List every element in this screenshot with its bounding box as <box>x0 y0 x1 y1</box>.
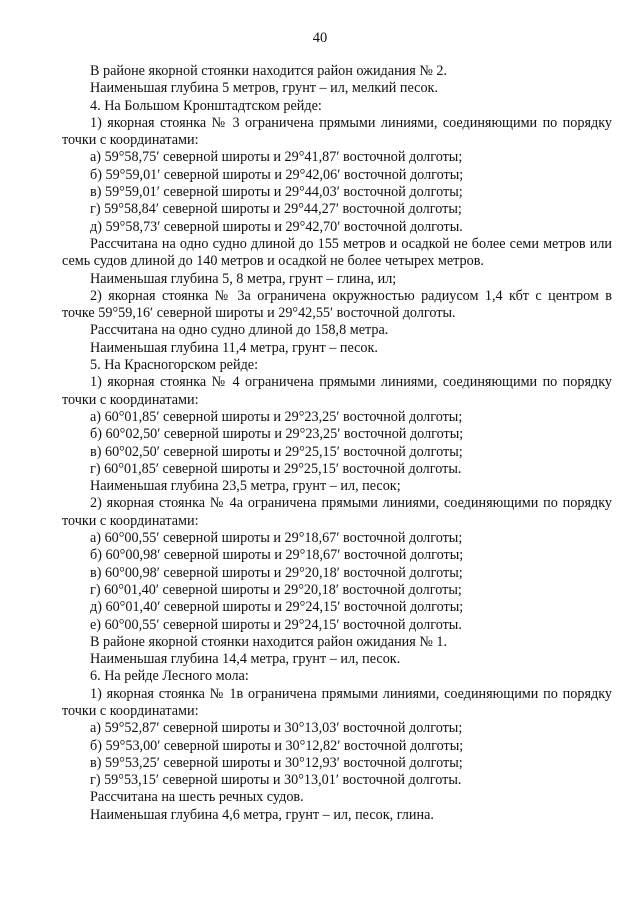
text-line: в) 60°02,50′ северной широты и 29°25,15′ восточной долготы; <box>90 443 463 460</box>
page-number: 40 <box>312 30 328 46</box>
text-line: б) 60°00,98′ северной широты и 29°18,67′ восточной долготы; <box>90 547 464 564</box>
text-line: г) 59°53,15′ северной широты и 30°13,01′ восточной долготы. <box>90 772 462 789</box>
text-line: Наименьшая глубина 14,4 метра, грунт – ил, песок. <box>90 651 401 668</box>
text-line: В районе якорной стоянки находится район ожидания № 2. <box>90 63 448 79</box>
text-line: а) 60°01,85′ северной широты и 29°23,25′ восточной долготы; <box>90 408 463 425</box>
text-line: Наименьшая глубина 5, 8 метра, грунт – глина, ил; <box>90 270 397 287</box>
text-line: семь судов длиной до 140 метров и осадкой не более четырех метров. <box>62 253 484 270</box>
text-line: 5. На Красногорском рейде: <box>90 357 259 374</box>
text-line: г) 60°01,85′ северной широты и 29°25,15′ восточной долготы. <box>90 460 462 477</box>
text-line: Рассчитана на одно судно длиной до 158,8 метра. <box>90 322 389 339</box>
text-line: Наименьшая глубина 23,5 метра, грунт – ил, песок; <box>90 478 401 495</box>
text-line: Наименьшая глубина 5 метров, грунт – ил, мелкий песок. <box>90 80 438 97</box>
text-line: точке 59°59,16′ северной широты и 29°42,55′ восточной долготы. <box>62 305 456 322</box>
text-line: в) 59°53,25′ северной широты и 30°12,93′ восточной долготы; <box>90 754 463 771</box>
text-line: д) 59°58,73′ северной широты и 29°42,70′ восточной долготы. <box>90 218 463 235</box>
text-line: 2) якорная стоянка № 3а ограничена окружностью радиусом 1,4 кбт с центром в <box>90 287 612 304</box>
document-body <box>62 63 612 824</box>
text-line: Рассчитана на шесть речных судов. <box>90 789 304 806</box>
text-line: 1) якорная стоянка № 1в ограничена прямыми линиями, соединяющими по порядку <box>90 685 612 702</box>
text-line: в) 59°59,01′ северной широты и 29°44,03′ восточной долготы; <box>90 184 463 201</box>
text-line: Наименьшая глубина 11,4 метра, грунт – песок. <box>90 339 378 356</box>
text-line: точки с координатами: <box>62 702 199 719</box>
text-line: г) 60°01,40′ северной широты и 29°20,18′ восточной долготы; <box>90 581 462 598</box>
text-line: б) 59°53,00′ северной широты и 30°12,82′ восточной долготы; <box>90 737 464 754</box>
text-line: 1) якорная стоянка № 3 ограничена прямыми линиями, соединяющими по порядку <box>90 114 612 131</box>
text-line: точки с координатами: <box>62 132 199 149</box>
text-line: 1) якорная стоянка № 4 ограничена прямыми линиями, соединяющими по порядку <box>90 374 612 391</box>
text-line: б) 59°59,01′ северной широты и 29°42,06′ восточной долготы; <box>90 166 464 183</box>
text-line: а) 60°00,55′ северной широты и 29°18,67′ восточной долготы; <box>90 530 463 547</box>
text-line: Рассчитана на одно судно длиной до 155 метров и осадкой не более семи метров или <box>90 235 612 252</box>
text-line: а) 59°52,87′ северной широты и 30°13,03′ восточной долготы; <box>90 720 463 737</box>
text-line: в) 60°00,98′ северной широты и 29°20,18′ восточной долготы; <box>90 564 463 581</box>
text-line: В районе якорной стоянки находится район ожидания № 1. <box>90 633 448 650</box>
text-line: д) 60°01,40′ северной широты и 29°24,15′ восточной долготы; <box>90 599 464 616</box>
text-line: точки с координатами: <box>62 391 199 408</box>
text-line: 6. На рейде Лесного мола: <box>90 668 249 685</box>
text-line: е) 60°00,55′ северной широты и 29°24,15′ восточной долготы. <box>90 616 462 633</box>
text-line: а) 59°58,75′ северной широты и 29°41,87′ восточной долготы; <box>90 149 463 166</box>
text-line: 4. На Большом Кронштадтском рейде: <box>90 97 322 114</box>
text-line: Наименьшая глубина 4,6 метра, грунт – ил, песок, глина. <box>90 806 434 823</box>
text-line: б) 60°02,50′ северной широты и 29°23,25′ восточной долготы; <box>90 426 464 443</box>
text-line: 2) якорная стоянка № 4а ограничена прямыми линиями, соединяющими по порядку <box>90 495 612 512</box>
text-line: г) 59°58,84′ северной широты и 29°44,27′ восточной долготы; <box>90 201 462 218</box>
text-line: точки с координатами: <box>62 512 199 529</box>
